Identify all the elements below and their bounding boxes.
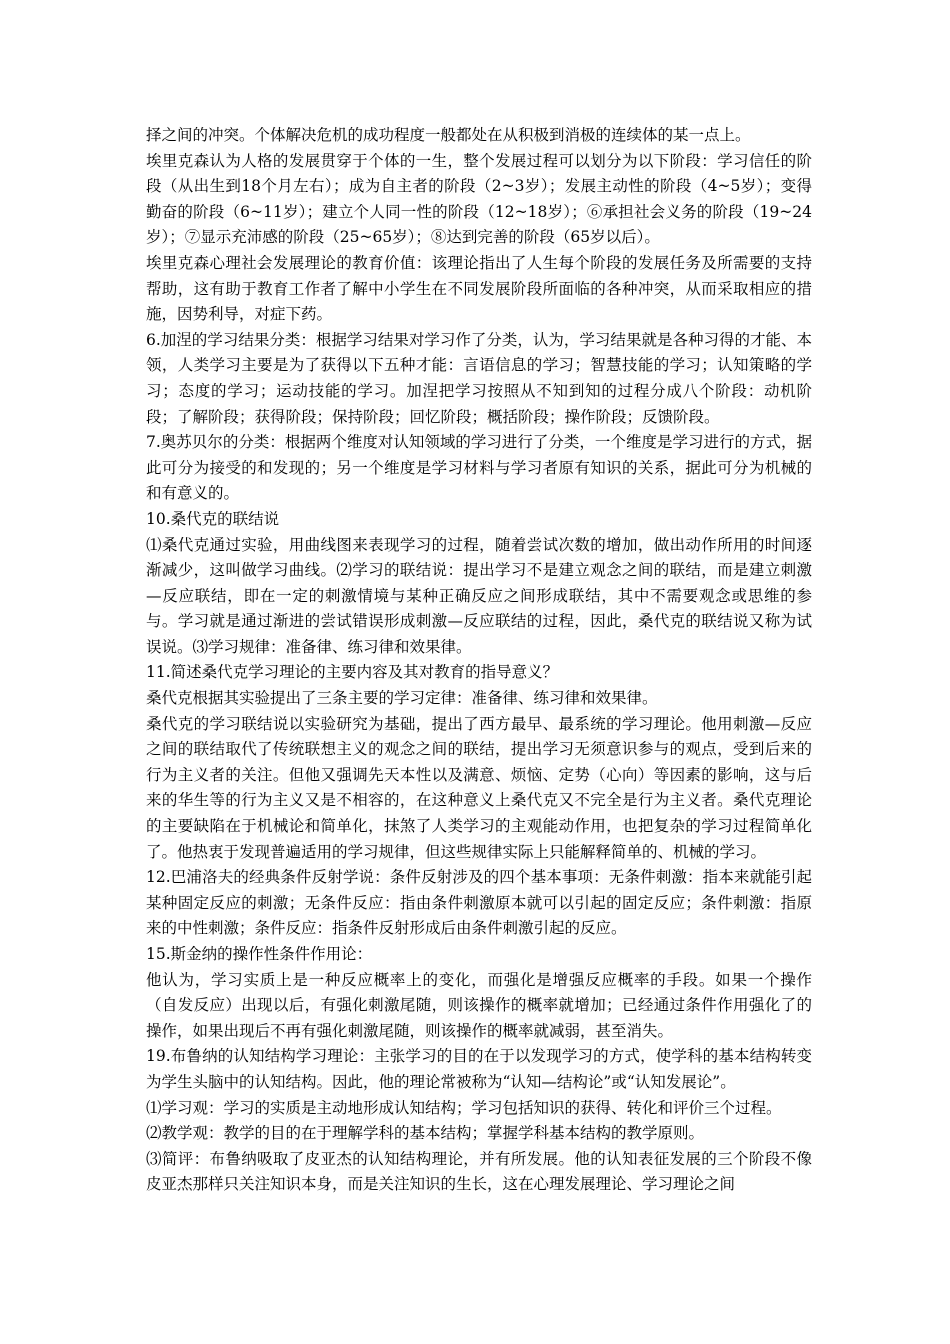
paragraph-thorndike-theory: ⑴桑代克通过实验，用曲线图来表现学习的过程，随着尝试次数的增加，做出动作所用的时间逐渐减少，这叫做学习曲线。⑵学习的联结说：提出学习不是建立观念之间的联结，而是建立刺激—反应联结，即在一定的刺激情境与某种正确反应之间形成联结，其中不需要观念或思维的参与。学习就是通过渐进的尝试错误形成刺激—反应联结的过程，因此，桑代克的联结说又称为试误说。⑶学习规律：准备律、练习律和效果律。 bbox=[146, 535, 812, 656]
heading-skinner: 15.斯金纳的操作性条件作用论： bbox=[146, 945, 373, 963]
paragraph-pavlov: 12.巴浦洛夫的经典条件反射学说：条件反射涉及的四个基本事项：无条件刺激：指本来就能引起某种固定反应的刺激；无条件反应：指由条件刺激原本就可以引起的固定反应；条件刺激：指原来的中性刺激；条件反应：指条件反射形成后由条件刺激引起的反应。 bbox=[146, 868, 812, 938]
paragraph-bruner-teaching: ⑵教学观：教学的目的在于理解学科的基本结构；掌握学科基本结构的教学原则。 bbox=[146, 1124, 705, 1143]
heading-thorndike: 10.桑代克的联结说 bbox=[146, 509, 280, 528]
document-page bbox=[146, 123, 812, 1198]
paragraph-bruner: 19.布鲁纳的认知结构学习理论：主张学习的目的在于以发现学习的方式，使学科的基本结构转变为学生头脑中的认知结构。因此，他的理论常被称为“认知—结构论”或“认知发展论”。 bbox=[146, 1047, 812, 1091]
paragraph-thorndike-evaluation: 桑代克的学习联结说以实验研究为基础，提出了西方最早、最系统的学习理论。他用刺激—反应之间的联结取代了传统联想主义的观念之间的联结，提出学习无须意识参与的观点，受到后来的行为主义者的关注。但他又强调先天本性以及满意、烦恼、定势（心向）等因素的影响，这与后来的华生等的行为主义又是不相容的，在这种意义上桑代克又不完全是行为主义者。桑代克理论的主要缺陷在于机械论和简单化，抹煞了人类学习的主观能动作用，也把复杂的学习过程简单化了。他热衷于发现普遍适用的学习规律，但这些规律实际上只能解释简单的、机械的学习。 bbox=[146, 714, 812, 861]
paragraph-thorndike-laws: 桑代克根据其实验提出了三条主要的学习定律：准备律、练习律和效果律。 bbox=[146, 689, 658, 708]
paragraph-erikson-value: 埃里克森心理社会发展理论的教育价值：该理论指出了人生每个阶段的发展任务及所需要的支持帮助，这有助于教育工作者了解中小学生在不同发展阶段所面临的各种冲突，从而采取相应的措施，因势利导，对症下药。 bbox=[146, 253, 812, 324]
paragraph-ausubel: 7.奥苏贝尔的分类：根据两个维度对认知领域的学习进行了分类，一个维度是学习进行的方式，据此可分为接受的和发现的；另一个维度是学习材料与学习者原有知识的关系，据此可分为机械的和有意义的。 bbox=[146, 433, 812, 503]
paragraph-erikson-stages: 埃里克森认为人格的发展贯穿于个体的一生，整个发展过程可以划分为以下阶段：学习信任的阶段（从出生到18个月左右）；成为自主者的阶段（2~3岁）；发展主动性的阶段（4~5岁）；变得勤奋的阶段（6~11岁）；建立个人同一性的阶段（12~18岁）；⑥承担社会义务的阶段（19~24岁）；⑦显示充沛感的阶段（25~65岁）；⑧达到完善的阶段（65岁以后）。 bbox=[146, 151, 812, 247]
paragraph-erikson-crisis: 择之间的冲突。个体解决危机的成功程度一般都处在从积极到消极的连续体的某一点上。 bbox=[146, 126, 751, 144]
question-thorndike: 11.简述桑代克学习理论的主要内容及其对教育的指导意义？ bbox=[146, 663, 559, 682]
paragraph-gagne: 6.加涅的学习结果分类：根据学习结果对学习作了分类，认为，学习结果就是各种习得的才能、本领，人类学习主要是为了获得以下五种才能：言语信息的学习；智慧技能的学习；认知策略的学习；态度的学习；运动技能的学习。加涅把学习按照从不知到知的过程分成八个阶段：动机阶段；了解阶段；获得阶段；保持阶段；回忆阶段；概括阶段；操作阶段；反馈阶段。 bbox=[146, 330, 812, 426]
paragraph-bruner-review: ⑶简评：布鲁纳吸取了皮亚杰的认知结构理论，并有所发展。他的认知表征发展的三个阶段不像皮亚杰那样只关注知识本身，而是关注知识的生长，这在心理发展理论、学习理论之间 bbox=[146, 1149, 812, 1194]
paragraph-bruner-learning: ⑴学习观：学习的实质是主动地形成认知结构；学习包括知识的获得、转化和评价三个过程。 bbox=[146, 1098, 782, 1117]
paragraph-skinner: 他认为，学习实质上是一种反应概率上的变化，而强化是增强反应概率的手段。如果一个操作（自发反应）出现以后，有强化刺激尾随，则该操作的概率就增加；已经通过条件作用强化了的操作，如果出现后不再有强化刺激尾随，则该操作的概率就减弱，甚至消失。 bbox=[146, 970, 812, 1040]
